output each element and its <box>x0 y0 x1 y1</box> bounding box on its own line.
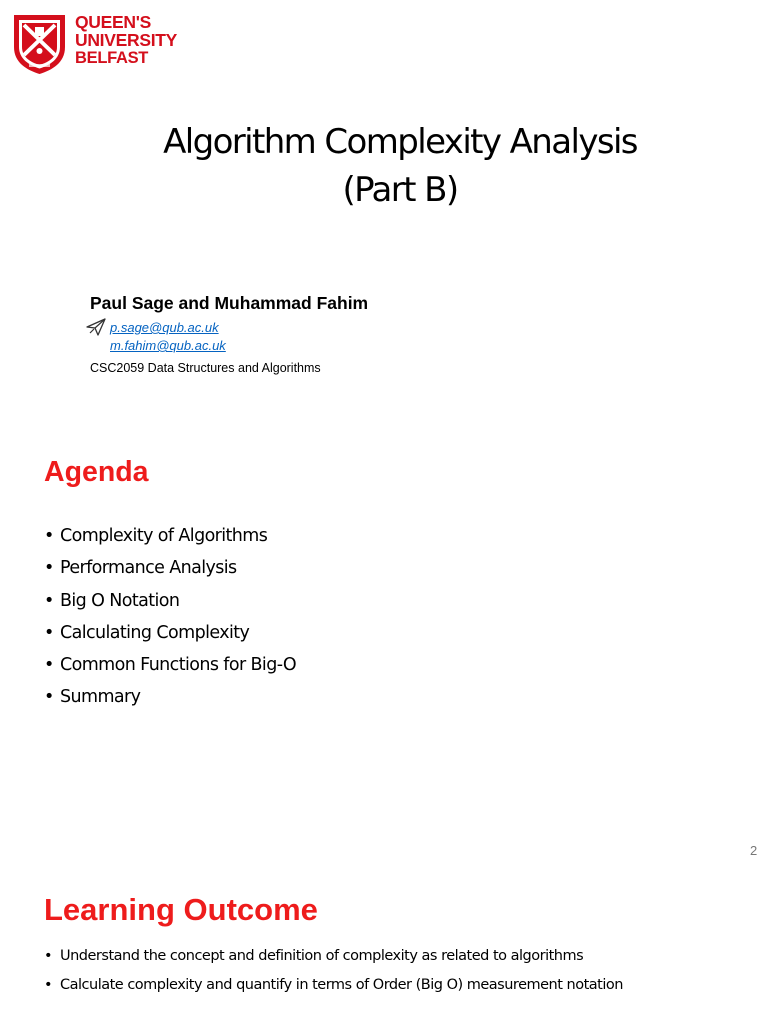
agenda-item-text: Common Functions for Big-O <box>60 655 297 676</box>
university-crest-icon <box>12 13 67 75</box>
email-link-psage[interactable]: p.sage@qub.ac.uk <box>110 320 219 335</box>
bullet: • <box>44 948 53 964</box>
list-item <box>44 523 296 555</box>
bullet: • <box>44 977 53 993</box>
paper-plane-icon <box>86 318 106 336</box>
title-line-1: Algorithm Complexity Analysis <box>163 122 637 162</box>
list-item <box>44 973 623 1002</box>
list-item <box>44 944 623 973</box>
agenda-item-text: Calculating Complexity <box>60 622 250 643</box>
learning-outcome-list <box>44 944 623 1002</box>
university-logo <box>12 13 187 75</box>
outcome-item-text: Calculate complexity and quantify in terms of Order (Big O) measurement notation <box>60 977 623 993</box>
authors: Paul Sage and Muhammad Fahim <box>90 293 369 313</box>
agenda-list <box>44 523 296 717</box>
bullet: • <box>44 590 54 611</box>
learning-outcome-heading: Learning Outcome <box>44 892 318 927</box>
title-line-2: (Part B) <box>342 170 458 210</box>
logo-text-line3: BELFAST <box>75 49 149 67</box>
course-name: CSC2059 Data Structures and Algorithms <box>90 361 321 375</box>
agenda-item-text: Complexity of Algorithms <box>60 526 268 546</box>
agenda-heading: Agenda <box>44 456 149 488</box>
bullet: • <box>44 655 54 676</box>
email-link-mfahim[interactable]: m.fahim@qub.ac.uk <box>110 338 226 353</box>
list-item <box>44 555 296 587</box>
logo-text-line2: UNIVERSITY <box>75 30 178 50</box>
bullet: • <box>44 687 54 708</box>
bullet: • <box>44 558 54 579</box>
agenda-item-text: Big O Notation <box>60 590 180 611</box>
page-number: 2 <box>750 843 758 858</box>
list-item <box>44 620 296 652</box>
bullet: • <box>44 622 54 643</box>
list-item <box>44 652 296 684</box>
agenda-item-text: Performance Analysis <box>60 558 237 579</box>
logo-text-line1: QUEEN'S <box>75 12 151 32</box>
list-item <box>44 684 296 716</box>
bullet: • <box>44 526 54 546</box>
list-item <box>44 588 296 620</box>
agenda-item-text: Summary <box>60 687 141 708</box>
outcome-item-text: Understand the concept and definition of complexity as related to algorithms <box>60 948 584 964</box>
slide-title <box>0 118 768 214</box>
